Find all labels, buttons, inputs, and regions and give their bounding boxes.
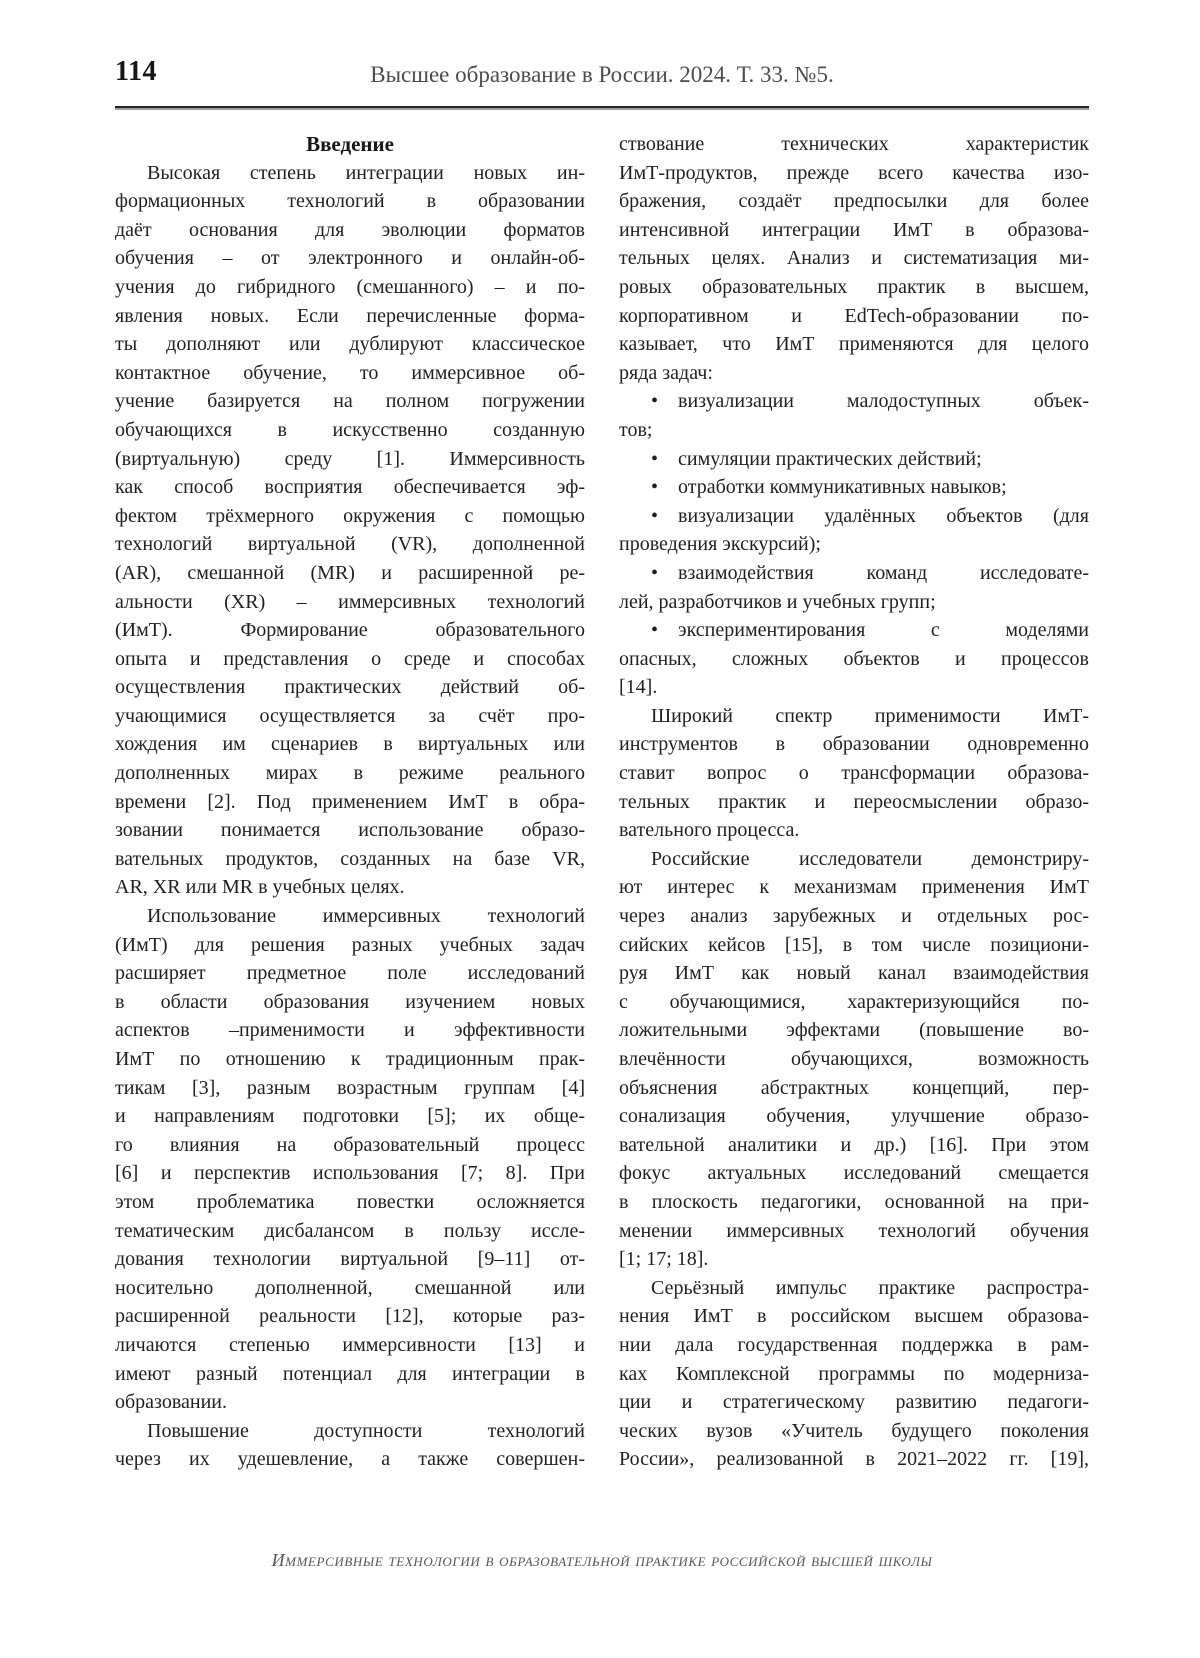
text-line: учения до гибридного (смешанного) – и по- [115,275,585,298]
text-line: даёт основания для эволюции форматов [115,218,585,241]
text-line: обучения – от электронного и онлайн-об- [115,247,585,270]
text-line: AR, XR или MR в учебных целях. [115,876,405,899]
text-line: [1; 17; 18]. [619,1248,709,1271]
text-line: ровых образовательных практик в высшем, [619,275,1089,298]
text-line: ции и стратегическому развитию педагоги- [619,1391,1089,1414]
text-line: менении иммерсивных технологий обучения [619,1219,1089,1242]
text-line: тельных практик и переосмыслении образо- [619,790,1089,813]
text-line: контактное обучение, то иммерсивное об- [115,361,585,384]
text-line: Повышение доступности технологий [147,1419,585,1442]
text-line: этом проблематика повестки осложняется [115,1190,585,1213]
text-line: как способ восприятия обеспечивается эф- [115,476,585,499]
text-line: корпоративном и EdTech-образовании по- [619,304,1089,327]
text-line: Широкий спектр применимости ИмТ- [651,704,1089,727]
text-line: ИмТ по отношению к традиционным прак- [115,1048,585,1070]
text-line: фектом трёхмерного окружения с помощью [115,504,585,527]
text-line: осуществления практических действий об- [115,676,585,699]
bullet-line: • экспериментирования с моделями [651,619,1089,642]
text-line: нения ИмТ в российском высшем образова- [619,1305,1089,1328]
bullet-line: • визуализации удалённых объектов (для [651,504,1089,527]
text-line: ствование технических характеристик [619,133,1089,155]
text-line: ют интерес к механизмам применения ИмТ [619,876,1089,899]
text-line: учение базируется на полном погружении [115,390,585,413]
text-line: фокус актуальных исследований смещается [619,1162,1089,1185]
text-line: в области образования изучением новых [115,990,585,1013]
bullet-line: • отработки коммуникативных навыков; [651,476,1007,499]
text-line: ках Комплексной программы по модерниза- [619,1362,1089,1385]
text-line: технологий виртуальной (VR), дополненной [115,533,585,556]
text-line: расширяет предметное поле исследований [115,962,585,985]
text-line: (ИмТ). Формирование образовательного [115,619,585,642]
text-line: формационных технологий в образовании [115,190,585,213]
text-line: ложительными эффектами (повышение во- [619,1019,1089,1042]
text-line: Использование иммерсивных технологий [147,905,585,928]
text-line: в плоскость педагогики, основанной на при- [619,1190,1089,1213]
text-line: России», реализованной в 2021–2022 гг. [19], [619,1448,1089,1471]
text-line: дования технологии виртуальной [9–11] от- [115,1248,585,1271]
text-line: опыта и представления о среде и способах [115,647,585,670]
text-line: вательных продуктов, созданных на базе VR, [115,847,585,870]
text-line: [6] и перспектив использования [7; 8]. При [115,1162,585,1185]
text-line: ческих вузов «Учитель будущего поколения [619,1419,1089,1442]
text-line: личаются степенью иммерсивности [13] и [115,1333,585,1356]
page-number: 114 [115,56,157,87]
text-line: через анализ зарубежных и отдельных рос- [619,905,1089,928]
text-line: нии дала государственная поддержка в рам- [619,1333,1089,1356]
text-line: учающимися осуществляется за счёт про- [115,704,585,727]
text-line: аспектов –применимости и эффективности [115,1019,585,1042]
text-line: дополненных мирах в режиме реального [115,762,585,785]
text-line: времени [2]. Под применением ИмТ в обра- [115,790,585,813]
text-column-right [619,130,1089,1474]
text-line: Серьёзный импульс практике распростра- [651,1276,1089,1299]
text-line: ИмТ-продуктов, прежде всего качества изо- [619,161,1089,184]
text-line: явления новых. Если перечисленные форма- [115,304,585,327]
text-line: сонализация обучения, улучшение образо- [619,1105,1089,1128]
header-rule [115,106,1089,110]
bullet-line: лей, разработчиков и учебных групп; [619,590,936,613]
text-line: с обучающимися, характеризующийся по- [619,990,1089,1013]
bullet-line: • симуляции практических действий; [651,447,982,470]
bullet-line: проведения экскурсий); [619,533,821,556]
journal-title: Высшее образование в России. 2024. Т. 33. №5. [370,62,834,87]
text-line: ты дополняют или дублируют классическое [115,333,585,356]
bullet-line: • взаимодействия команд исследовате- [651,561,1089,584]
text-line: влечённости обучающихся, возможность [619,1048,1089,1070]
running-footer: Иммерсивные технологии в образовательной практике российской высшей школы [271,1549,933,1570]
text-line: (виртуальную) среду [1]. Иммерсивность [115,447,585,470]
text-line: расширенной реальности [12], которые раз- [115,1305,585,1328]
article-body [115,130,1089,1474]
text-line: руя ИмТ как новый канал взаимодействия [619,962,1089,985]
text-line: сийских кейсов [15], в том числе позициони- [619,933,1089,956]
text-line: альности (XR) – иммерсивных технологий [115,590,585,613]
text-line: имеют разный потенциал для интеграции в [115,1362,585,1385]
bullet-line: [14]. [619,676,658,699]
text-line: через их удешевление, а также совершен- [115,1448,585,1471]
page-header [115,56,1089,106]
text-line: го влияния на образовательный процесс [115,1133,585,1156]
text-line: (ИмТ) для решения разных учебных задач [115,933,585,956]
text-line: обучающихся в искусственно созданную [115,418,585,441]
text-line: Высокая степень интеграции новых ин- [147,161,585,184]
text-line: вательного процесса. [619,819,800,842]
text-line: ряда задач: [619,361,713,384]
text-line: тематическим дисбалансом в пользу иссле- [115,1219,585,1242]
text-line: вательной аналитики и др.) [16]. При этом [619,1133,1089,1156]
text-line: бражения, создаёт предпосылки для более [619,190,1089,213]
text-line: носительно дополненной, смешанной или [115,1276,585,1299]
text-line: Российские исследователи демонстриру- [651,847,1089,870]
bullet-line: опасных, сложных объектов и процессов [619,647,1089,670]
text-line: инструментов в образовании одновременно [619,733,1089,756]
text-column-left [115,130,585,1474]
text-line: объяснения абстрактных концепций, пер- [619,1076,1089,1099]
text-line: зовании понимается использование образо- [115,819,585,842]
bullet-line: тов; [619,418,653,441]
text-line: и направлениям подготовки [5]; их обще- [115,1105,585,1128]
text-line: образовании. [115,1391,228,1414]
bullet-line: • визуализации малодоступных объек- [651,390,1089,413]
section-heading: Введение [306,132,394,156]
text-line: интенсивной интеграции ИмТ в образова- [619,218,1089,241]
text-line: казывает, что ИмТ применяются для целого [619,333,1089,356]
text-line: хождения им сценариев в виртуальных или [115,733,585,756]
text-line: ставит вопрос о трансформации образова- [619,762,1089,785]
text-line: тельных целях. Анализ и систематизация ми- [619,247,1089,270]
text-line: (AR), смешанной (MR) и расширенной ре- [115,561,585,584]
text-line: тикам [3], разным возрастным группам [4] [115,1076,585,1099]
